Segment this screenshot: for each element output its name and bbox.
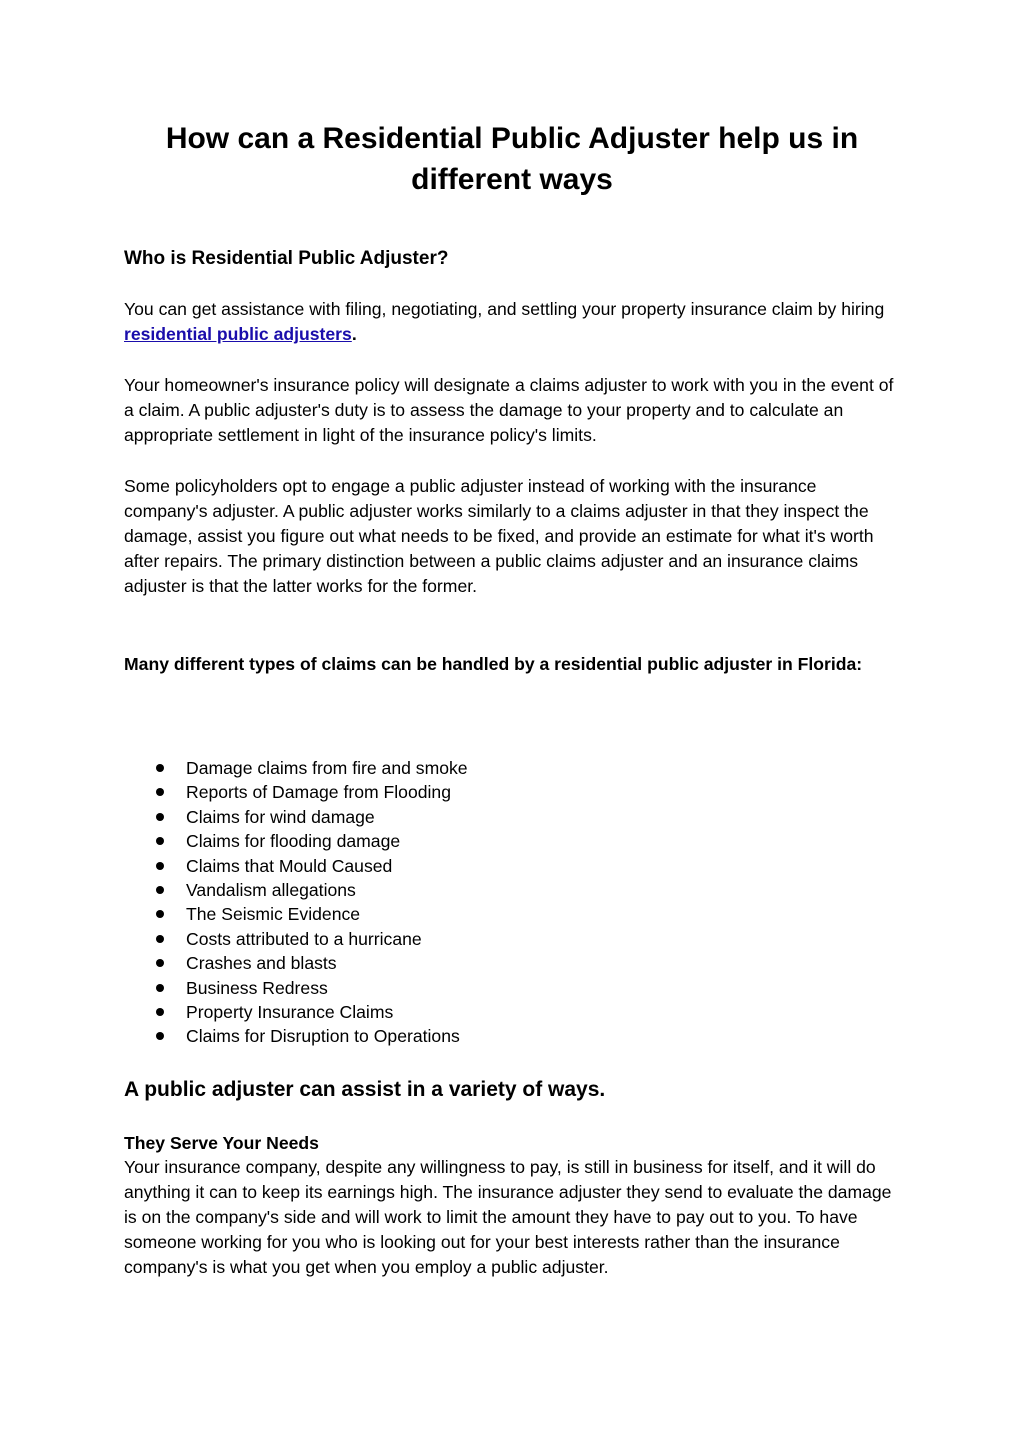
intro-paragraph xyxy=(124,297,900,347)
bullet-icon xyxy=(156,1008,164,1016)
list-item: Crashes and blasts xyxy=(124,951,468,975)
bullet-icon xyxy=(156,862,164,870)
bullet-icon xyxy=(156,1032,164,1040)
section-heading-assist: A public adjuster can assist in a variety of ways. xyxy=(124,1078,606,1101)
bullet-icon xyxy=(156,959,164,967)
claim-types-list xyxy=(124,756,468,1049)
list-item: Claims for wind damage xyxy=(124,805,468,829)
list-item: Damage claims from fire and smoke xyxy=(124,756,468,780)
list-item: Claims for flooding damage xyxy=(124,829,468,853)
serve-needs-paragraph: Your insurance company, despite any willingness to pay, is still in business for itself, and it will do anything it can to keep its earnings high. The insurance adjuster they send to evaluate the damage is on the company's side and will work to limit the amount they have to pay out to you. To have someone working for you who is looking out for your best interests rather than the insurance company's is what you get when you employ a public adjuster. xyxy=(124,1157,892,1277)
claims-adjuster-paragraph: Your homeowner's insurance policy will designate a claims adjuster to work with you in the event of a claim. A public adjuster's duty is to assess the damage to your property and to calculate an appropriate settlement in light of the insurance policy's limits. xyxy=(124,375,894,445)
list-item: Vandalism allegations xyxy=(124,878,468,902)
claim-types-heading: Many different types of claims can be handled by a residential public adjuster in Florida: xyxy=(124,654,863,674)
page-title: How can a Residential Public Adjuster help us in different ways xyxy=(165,122,859,196)
list-item: Claims for Disruption to Operations xyxy=(124,1024,468,1048)
bullet-icon xyxy=(156,886,164,894)
bullet-icon xyxy=(156,910,164,918)
list-item: Reports of Damage from Flooding xyxy=(124,780,468,804)
list-item: Business Redress xyxy=(124,976,468,1000)
bullet-icon xyxy=(156,764,164,772)
bullet-icon xyxy=(156,813,164,821)
section-heading-who-is: Who is Residential Public Adjuster? xyxy=(124,248,449,269)
list-item: Costs attributed to a hurricane xyxy=(124,927,468,951)
policyholders-paragraph: Some policyholders opt to engage a public adjuster instead of working with the insurance company's adjuster. A public adjuster works similarly to a claims adjuster in that they inspect the damage, assist you figure out what needs to be fixed, and provide an estimate for what it's worth after repairs. The primary distinction between a public claims adjuster and an insurance claims adjuster is that the latter works for the former. xyxy=(124,476,874,596)
list-item: Claims that Mould Caused xyxy=(124,854,468,878)
bullet-icon xyxy=(156,984,164,992)
residential-public-adjusters-link[interactable]: residential public adjusters xyxy=(124,324,352,344)
list-item: The Seismic Evidence xyxy=(124,902,468,926)
list-item: Property Insurance Claims xyxy=(124,1000,468,1024)
intro-text: You can get assistance with filing, negotiating, and settling your property insurance claim by hiring xyxy=(124,299,885,319)
bullet-icon xyxy=(156,935,164,943)
subheading-serve-needs: They Serve Your Needs xyxy=(124,1133,319,1153)
intro-period: . xyxy=(351,324,357,344)
bullet-icon xyxy=(156,788,164,796)
bullet-icon xyxy=(156,837,164,845)
